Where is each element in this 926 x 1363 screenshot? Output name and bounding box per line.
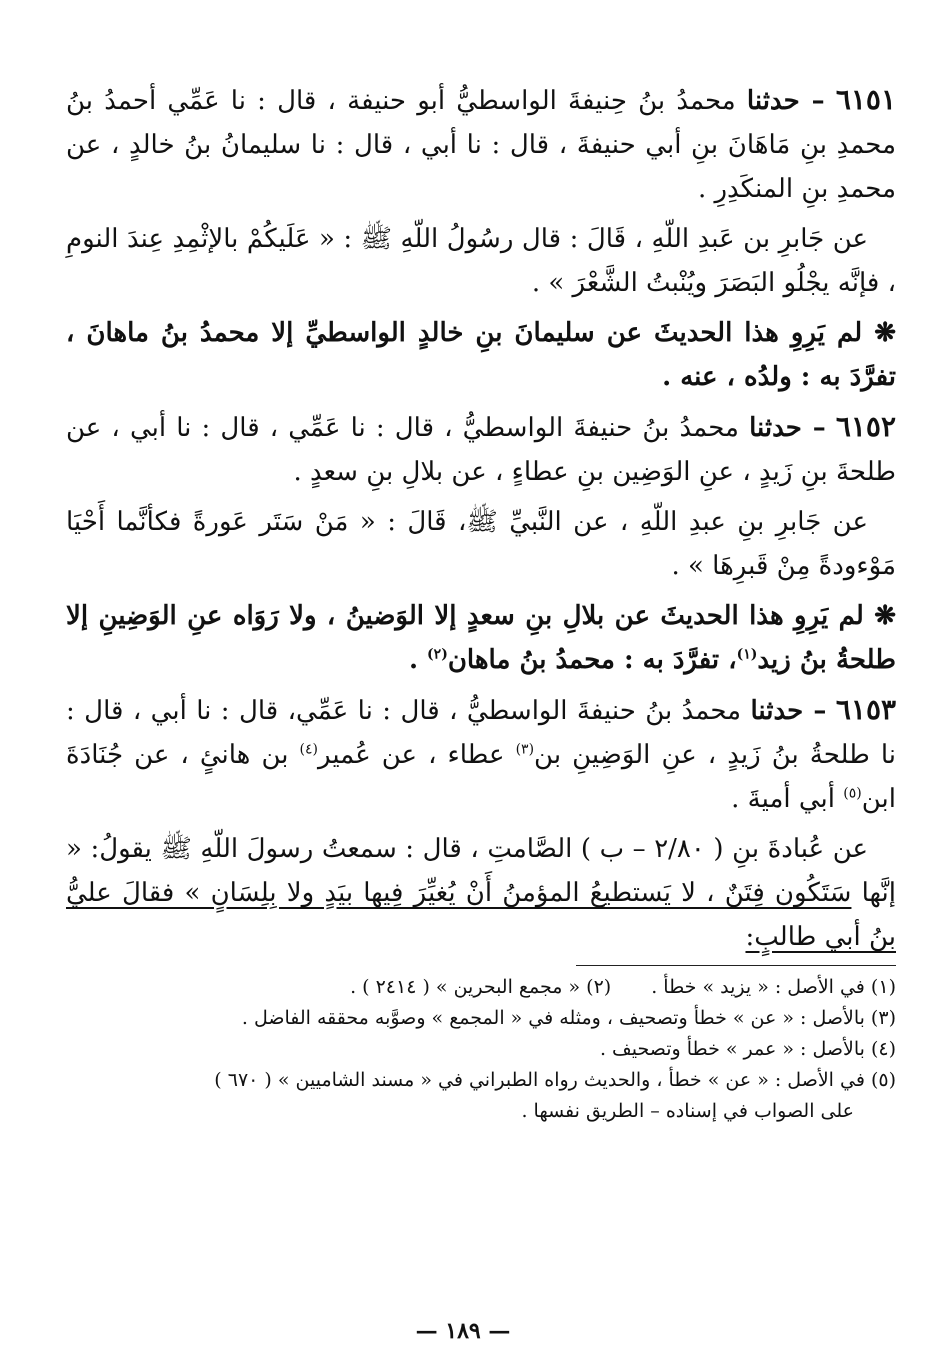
- matn-text: عن عُبادةَ بنِ ( ٢/٨٠ – ب ) الصَّامتِ ، قال : سمعتُ رسولَ اللّهِ ﷺ يقولُ: « إنَّها: [66, 834, 896, 908]
- hadith-isnad: محمدُ بنُ حنيفةَ الواسطيُّ ، قال : نا عَمِّي، قال : نا أبي ، قال : نا طلحةُ بنُ زَيدٍ ، عنِ الوَضِينِ بن: [66, 696, 896, 770]
- hadith-isnad: بن هانئٍ ، عن جُنَادَةَ ابن: [66, 740, 896, 814]
- matn-text: عن جَابرِ بنِ عبدِ اللّهِ ، عن النَّبيِّ ﷺ، قَالَ : « مَنْ سَتَر عَورةً فكأنَّما أَحْيَا مَوْءودةً مِنْ قَبرِهَا » .: [66, 507, 896, 581]
- comment-text: لم يَرِوِ هذا الحديثَ عن بلالِ بنِ سعدٍ إلا الوَضينُ ، ولا رَوَاه عنِ الوَضِينِ إلا طلحةُ بنُ زيد: [66, 601, 896, 675]
- footnotes: [66, 972, 896, 1127]
- footnote-1: (١) في الأصل : « يزيد » خطأ .: [651, 976, 896, 998]
- hadith-number: ٦١٥١: [835, 83, 896, 116]
- footnote-4: (٤) بالأصل : « عمر » خطأ وتصحيف .: [599, 1038, 896, 1060]
- footnote-5: (٥) في الأصل : « عن » خطأ ، والحديث رواه الطبراني في « مسند الشاميين » ( ٦٧٠ ): [214, 1069, 896, 1091]
- hadith-6152: [66, 405, 896, 494]
- footnote-ref-2: (٢): [427, 646, 448, 663]
- matn-6152: [66, 500, 896, 588]
- matn-6153: [66, 827, 896, 959]
- footnote-ref-5: (٥): [843, 785, 862, 802]
- comment-text: ، تفرَّدَ به : محمدُ بنُ ماهان: [447, 645, 737, 675]
- star-ornament-icon: ❋: [874, 601, 896, 631]
- page-body: [66, 78, 896, 1127]
- comment-6152: [66, 594, 896, 682]
- matn-text: عن جَابرِ بن عَبدِ اللّهِ ، قَالَ : قال رسُولُ اللّهِ ﷺ : « عَلَيكُمْ بالإثْمِدِ عِندَ النومِ ، فإنَّه يجْلُو البَصَرَ ويُنْبتُ الشَّعْرَ » .: [66, 224, 896, 298]
- comment-6151: [66, 311, 896, 399]
- footnote-ref-1: (١): [736, 646, 758, 663]
- footnote-2: (٢) « مجمع البحرين » ( ٢٤١٤ ) .: [350, 976, 612, 998]
- hadith-number: ٦١٥٢: [835, 410, 896, 443]
- hadith-number: ٦١٥٣: [835, 693, 897, 726]
- footnote-ref-3: (٣): [515, 741, 535, 758]
- footnote-row: [66, 972, 896, 1003]
- comment-text: لم يَرِوِ هذا الحديثَ عن سليمانَ بنِ خالدٍ الواسطيِّ إلا محمدُ بنُ ماهانَ ، تفرَّدَ به : ولدُه ، عنه .: [66, 318, 896, 392]
- hadith-isnad: عطاء ، عن عُمير: [317, 740, 516, 770]
- hadith-isnad: محمدُ بنُ حِنيفةَ الواسطيُّ أبو حنيفة ، قال : نا عَمِّي أحمدُ بنُ محمدِ بنِ مَاهَانَ بنِ أبي حنيفةَ ، قال : نا أبي ، قال : نا سليمانُ بنُ خالدٍ ، عن محمدِ بنِ المنكَدِرِ .: [66, 86, 896, 204]
- footnote-divider: [576, 965, 896, 966]
- hadith-isnad: أبي أميةَ .: [731, 784, 844, 814]
- matn-text-underlined: سَتَكُون فِتَنٌ ، لا يَستطيعُ المؤمنُ أَنْ يُغيِّرَ فِيها بيَدٍ ولا بِلِسَانٍ » فقالَ عليُّ بنُ أبي طالبٍ:: [66, 878, 896, 952]
- comment-text: .: [408, 645, 428, 675]
- page-number: — ١٨٩ —: [415, 1318, 511, 1344]
- hadith-lead: – حدثنا: [746, 86, 825, 116]
- footnote-3: (٣) بالأصل : « عن » خطأ وتصحيف ، ومثله في « المجمع » وصوَّبه محققه الفاضل .: [241, 1007, 896, 1029]
- footnote-5-continued: على الصواب في إسناده – الطريق نفسها .: [521, 1100, 854, 1122]
- hadith-6151: [66, 78, 896, 211]
- matn-6151: [66, 217, 896, 305]
- footnote-ref-4: (٤): [299, 741, 318, 758]
- hadith-lead: – حدثنا: [750, 696, 827, 726]
- hadith-isnad: محمدُ بنُ حنيفةَ الواسطيُّ ، قال : نا عَمِّي ، قال : نا أبي ، عن طلحةَ بنِ زَيدٍ ، عنِ الوَضِين بنِ عطاءٍ ، عن بلالِ بنِ سعدٍ .: [66, 413, 896, 487]
- hadith-6153: [66, 688, 896, 821]
- hadith-lead: – حدثنا: [749, 413, 826, 443]
- star-ornament-icon: ❋: [874, 318, 896, 348]
